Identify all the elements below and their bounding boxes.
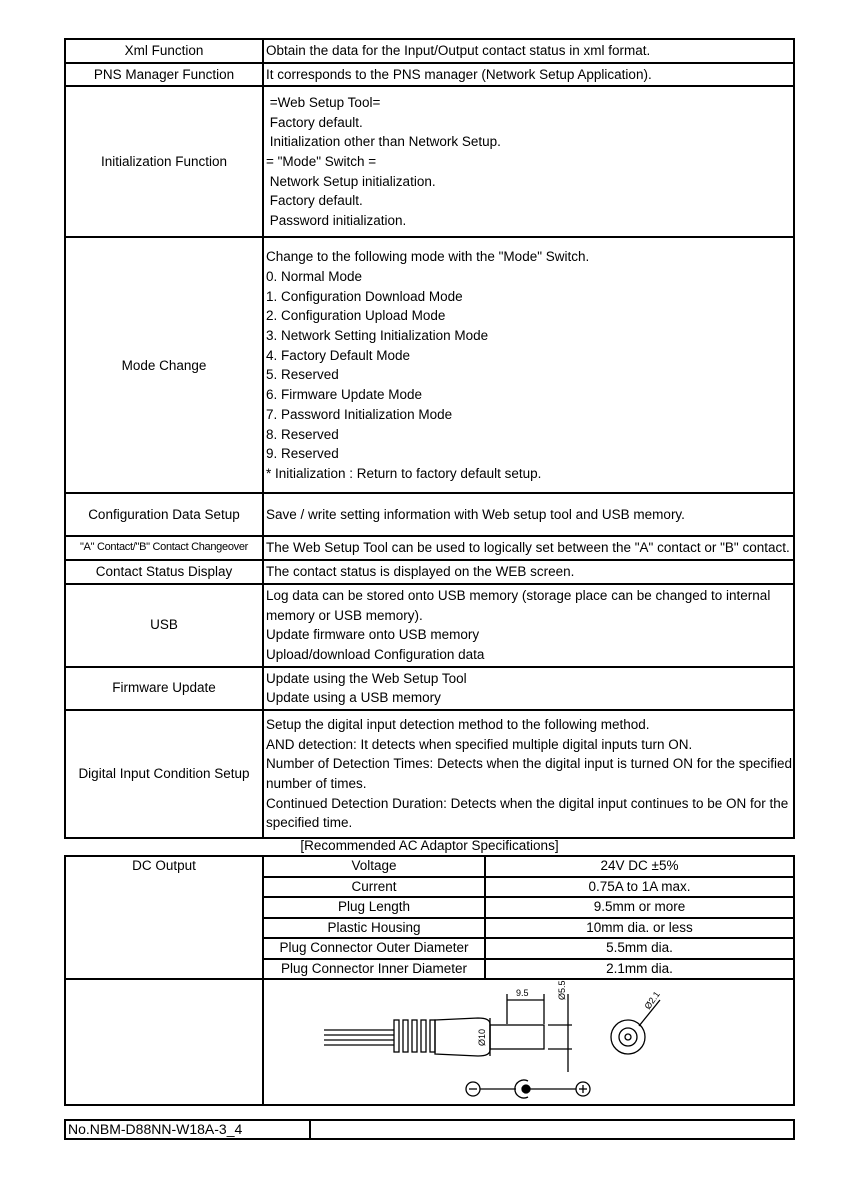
description-line: Update firmware onto USB memory: [266, 627, 480, 643]
description-line: 0. Normal Mode: [266, 268, 363, 284]
description-line: Setup the digital input detection method to the following method.: [266, 716, 650, 732]
spec-row-description: [263, 493, 794, 536]
description-line: Log data can be stored onto USB memory (storage place can be changed to internal: [266, 587, 771, 603]
spec-row: [65, 39, 794, 63]
ac-spec-value: 0.75A to 1A max.: [485, 877, 794, 898]
ac-spec-value: 2.1mm dia.: [485, 959, 794, 980]
ac-adaptor-table: [64, 855, 795, 1106]
spec-row-description: [263, 667, 794, 710]
ac-spec-item: Plug Connector Outer Diameter: [263, 938, 485, 959]
dim-outer-label: Ø5.5: [557, 980, 567, 1000]
spec-row-label: Firmware Update: [65, 667, 263, 710]
ac-spec-item: Plastic Housing: [263, 918, 485, 939]
spec-row: [65, 584, 794, 667]
description-line: 4. Factory Default Mode: [266, 347, 411, 363]
description-line: Number of Detection Times: Detects when the digital input is turned ON for the specified: [266, 756, 793, 772]
description-line: = "Mode" Switch =: [266, 154, 377, 170]
description-line: Initialization other than Network Setup.: [266, 134, 501, 150]
description-line: 3. Network Setting Initialization Mode: [266, 328, 489, 343]
plug-diagram-cell: [263, 979, 794, 1105]
description-line: 7. Password Initialization Mode: [266, 406, 453, 422]
description-line: =Web Setup Tool=: [266, 94, 381, 110]
description-line: 9. Reserved: [266, 446, 339, 462]
description-line: Change to the following mode with the "Mode" Switch.: [266, 249, 590, 265]
function-spec-table: [64, 38, 795, 839]
description-line: 6. Firmware Update Mode: [266, 387, 423, 403]
spec-row: [65, 560, 794, 584]
document-number: No.NBM-D88NN-W18A-3_4: [66, 1121, 311, 1138]
spec-row-label: Mode Change: [65, 237, 263, 493]
spec-row-label: PNS Manager Function: [65, 63, 263, 87]
spec-row: [65, 63, 794, 87]
spec-row-label: USB: [65, 584, 263, 667]
description-line: memory or USB memory).: [266, 607, 423, 623]
description-line: 8. Reserved: [266, 426, 339, 442]
description-line: Factory default.: [266, 193, 363, 209]
spec-row: [65, 86, 794, 237]
description-line: 2. Configuration Upload Mode: [266, 308, 446, 324]
ac-adaptor-caption: [Recommended AC Adaptor Specifications]: [300, 838, 559, 853]
dim-housing-label: Ø10: [477, 1028, 487, 1046]
ac-spec-value: 9.5mm or more: [485, 897, 794, 918]
spec-row-label: "A" Contact/"B" Contact Changeover: [65, 536, 263, 560]
description-line: * Initialization : Return to factory default setup.: [266, 465, 542, 481]
description-line: Save / write setting information with Web setup tool and USB memory.: [266, 507, 685, 523]
description-line: 5. Reserved: [266, 367, 339, 383]
spec-row-description: [263, 39, 794, 63]
spec-row-label: Initialization Function: [65, 86, 263, 237]
description-line: Network Setup initialization.: [266, 173, 436, 189]
dim-length-label: 9.5: [516, 988, 529, 998]
description-line: The Web Setup Tool can be used to logically set between the "A" contact or "B" contact.: [266, 540, 790, 556]
description-line: Factory default.: [266, 114, 363, 130]
spec-row-label: Digital Input Condition Setup: [65, 710, 263, 838]
spec-row-description: [263, 86, 794, 237]
ac-spec-item: Current: [263, 877, 485, 898]
ac-spec-value: 5.5mm dia.: [485, 938, 794, 959]
plug-diagram: [264, 980, 795, 1104]
description-line: Obtain the data for the Input/Output contact status in xml format.: [266, 43, 651, 58]
document-footer: [64, 1119, 795, 1140]
spec-row-description: [263, 560, 794, 584]
spec-row: [65, 536, 794, 560]
ac-spec-value: 24V DC ±5%: [485, 856, 794, 877]
ac-spec-row: [65, 856, 794, 877]
dc-output-label: DC Output: [65, 856, 263, 979]
description-line: Continued Detection Duration: Detects when the digital input continues to be ON for the: [266, 795, 789, 811]
spec-row-description: [263, 536, 794, 560]
ac-spec-item: Plug Length: [263, 897, 485, 918]
diagram-blank-cell: [65, 979, 263, 1105]
description-line: It corresponds to the PNS manager (Network Setup Application).: [266, 66, 652, 82]
ac-spec-value: 10mm dia. or less: [485, 918, 794, 939]
description-line: Update using a USB memory: [266, 690, 441, 706]
spec-row-description: [263, 63, 794, 87]
spec-row: [65, 710, 794, 838]
description-line: 1. Configuration Download Mode: [266, 288, 463, 304]
description-line: number of times.: [266, 776, 367, 792]
dim-inner-label: Ø2.1: [642, 989, 662, 1012]
description-line: specified time.: [266, 815, 353, 831]
description-line: The contact status is displayed on the WEB screen.: [266, 564, 575, 580]
description-line: Upload/download Configuration data: [266, 646, 485, 662]
spec-row-description: [263, 584, 794, 667]
spec-row-description: [263, 237, 794, 493]
ac-spec-item: Voltage: [263, 856, 485, 877]
spec-row-label: Configuration Data Setup: [65, 493, 263, 536]
spec-row: [65, 667, 794, 710]
ac-spec-item: Plug Connector Inner Diameter: [263, 959, 485, 980]
spec-row: [65, 493, 794, 536]
spec-row-description: [263, 710, 794, 838]
spec-row: [65, 237, 794, 493]
description-line: Update using the Web Setup Tool: [266, 670, 467, 686]
diagram-row: [65, 979, 794, 1105]
spec-row-label: Contact Status Display: [65, 560, 263, 584]
description-line: Password initialization.: [266, 213, 407, 229]
spec-row-label: Xml Function: [65, 39, 263, 63]
description-line: AND detection: It detects when specified multiple digital inputs turn ON.: [266, 736, 693, 752]
